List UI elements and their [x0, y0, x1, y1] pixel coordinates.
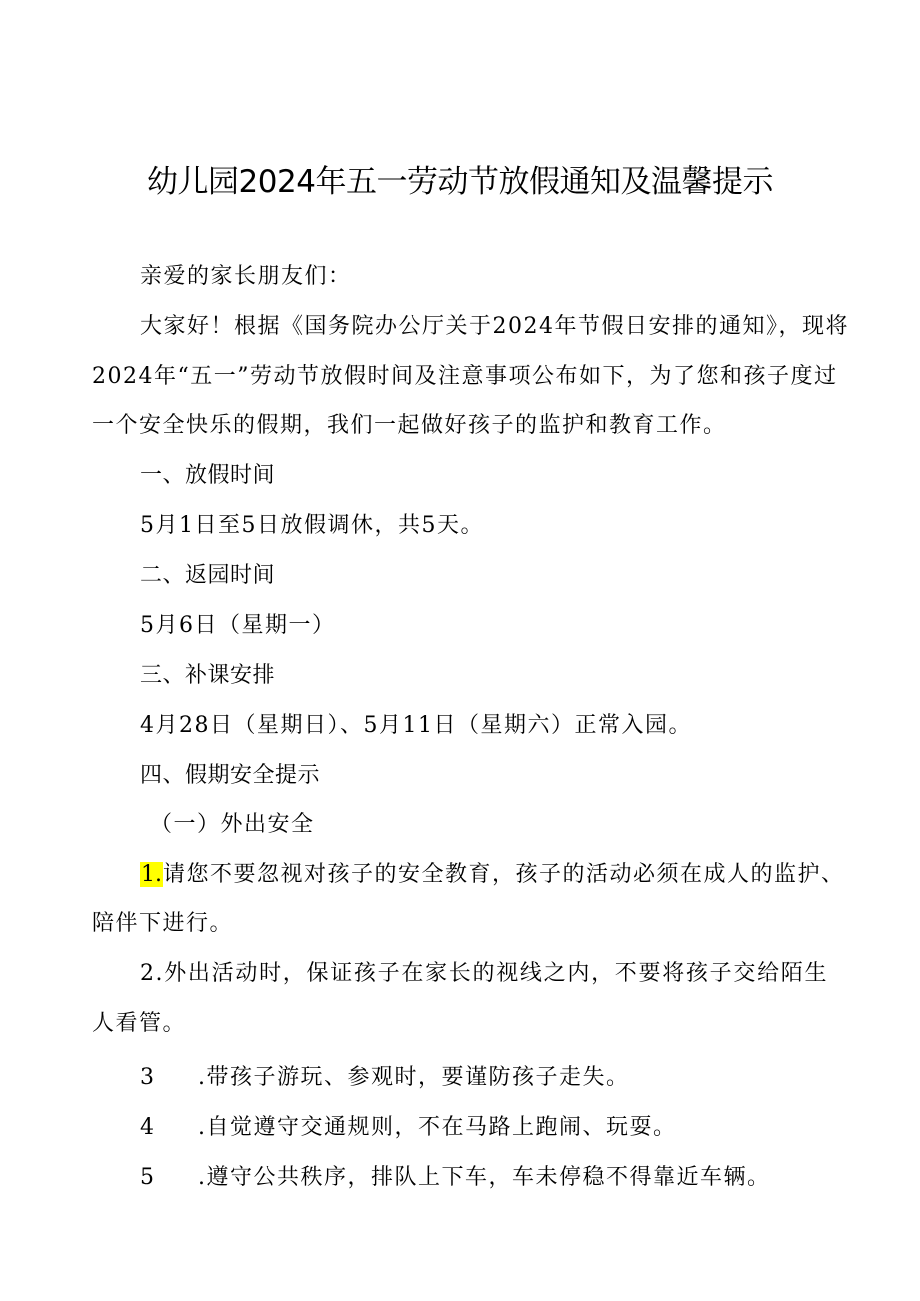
- list-item-2-number: 2: [140, 961, 156, 986]
- intro-line-1: 大家好！根据《国务院办公厅关于2024年节假日安排的通知》，现将: [140, 314, 849, 339]
- greeting: 亲爱的家长朋友们：: [140, 264, 352, 289]
- list-item-5: [140, 1163, 771, 1193]
- section-heading-holiday-time: 一、放假时间: [140, 463, 276, 488]
- intro-line-2: 2024年“五一”劳动节放假时间及注意事项公布如下，为了您和孩子度过: [92, 364, 838, 389]
- list-item-3-number: 3: [140, 1065, 156, 1090]
- list-item-1-line-2: 陪伴下进行。: [92, 911, 234, 936]
- list-item-4: [140, 1113, 677, 1143]
- list-item-5-number: 5: [140, 1165, 156, 1190]
- intro-line-3: 一个安全快乐的假期，我们一起做好孩子的监护和教育工作。: [92, 413, 727, 438]
- section-heading-makeup-class: 三、补课安排: [140, 663, 276, 688]
- list-item-2-text: .外出活动时，保证孩子在家长的视线之内，不要将孩子交给陌生: [155, 961, 828, 986]
- list-item-4-text: .自觉遵守交通规则，不在马路上跑闹、玩耍。: [198, 1115, 677, 1140]
- list-item-1-text: 请您不要忽视对孩子的安全教育，孩子的活动必须在成人的监护、: [163, 862, 845, 887]
- subsection-outdoor-safety: （一）外出安全: [150, 812, 315, 837]
- document-title: 幼儿园2024年五一劳动节放假通知及温馨提示: [147, 164, 773, 200]
- section-heading-safety-tips: 四、假期安全提示: [140, 763, 321, 788]
- list-item-1-line-1: [140, 860, 845, 890]
- list-item-3-text: .带孩子游玩、参观时，要谨防孩子走失。: [198, 1065, 630, 1090]
- list-item-2-line-2: 人看管。: [92, 1011, 187, 1036]
- list-item-2-line-1: [140, 959, 828, 989]
- section-heading-return-time: 二、返园时间: [140, 563, 276, 588]
- list-item-4-number: 4: [140, 1115, 156, 1140]
- list-item-3: [140, 1063, 630, 1093]
- list-item-5-text: .遵守公共秩序，排队上下车，车未停稳不得靠近车辆。: [198, 1165, 771, 1190]
- section-body-makeup-class: 4月28日（星期日）、5月11日（星期六）正常入园。: [140, 713, 692, 738]
- section-body-return-time: 5月6日（星期一）: [140, 613, 336, 638]
- section-body-holiday-time: 5月1日至5日放假调休，共5天。: [140, 513, 484, 538]
- list-item-1-number: 1.: [141, 862, 162, 887]
